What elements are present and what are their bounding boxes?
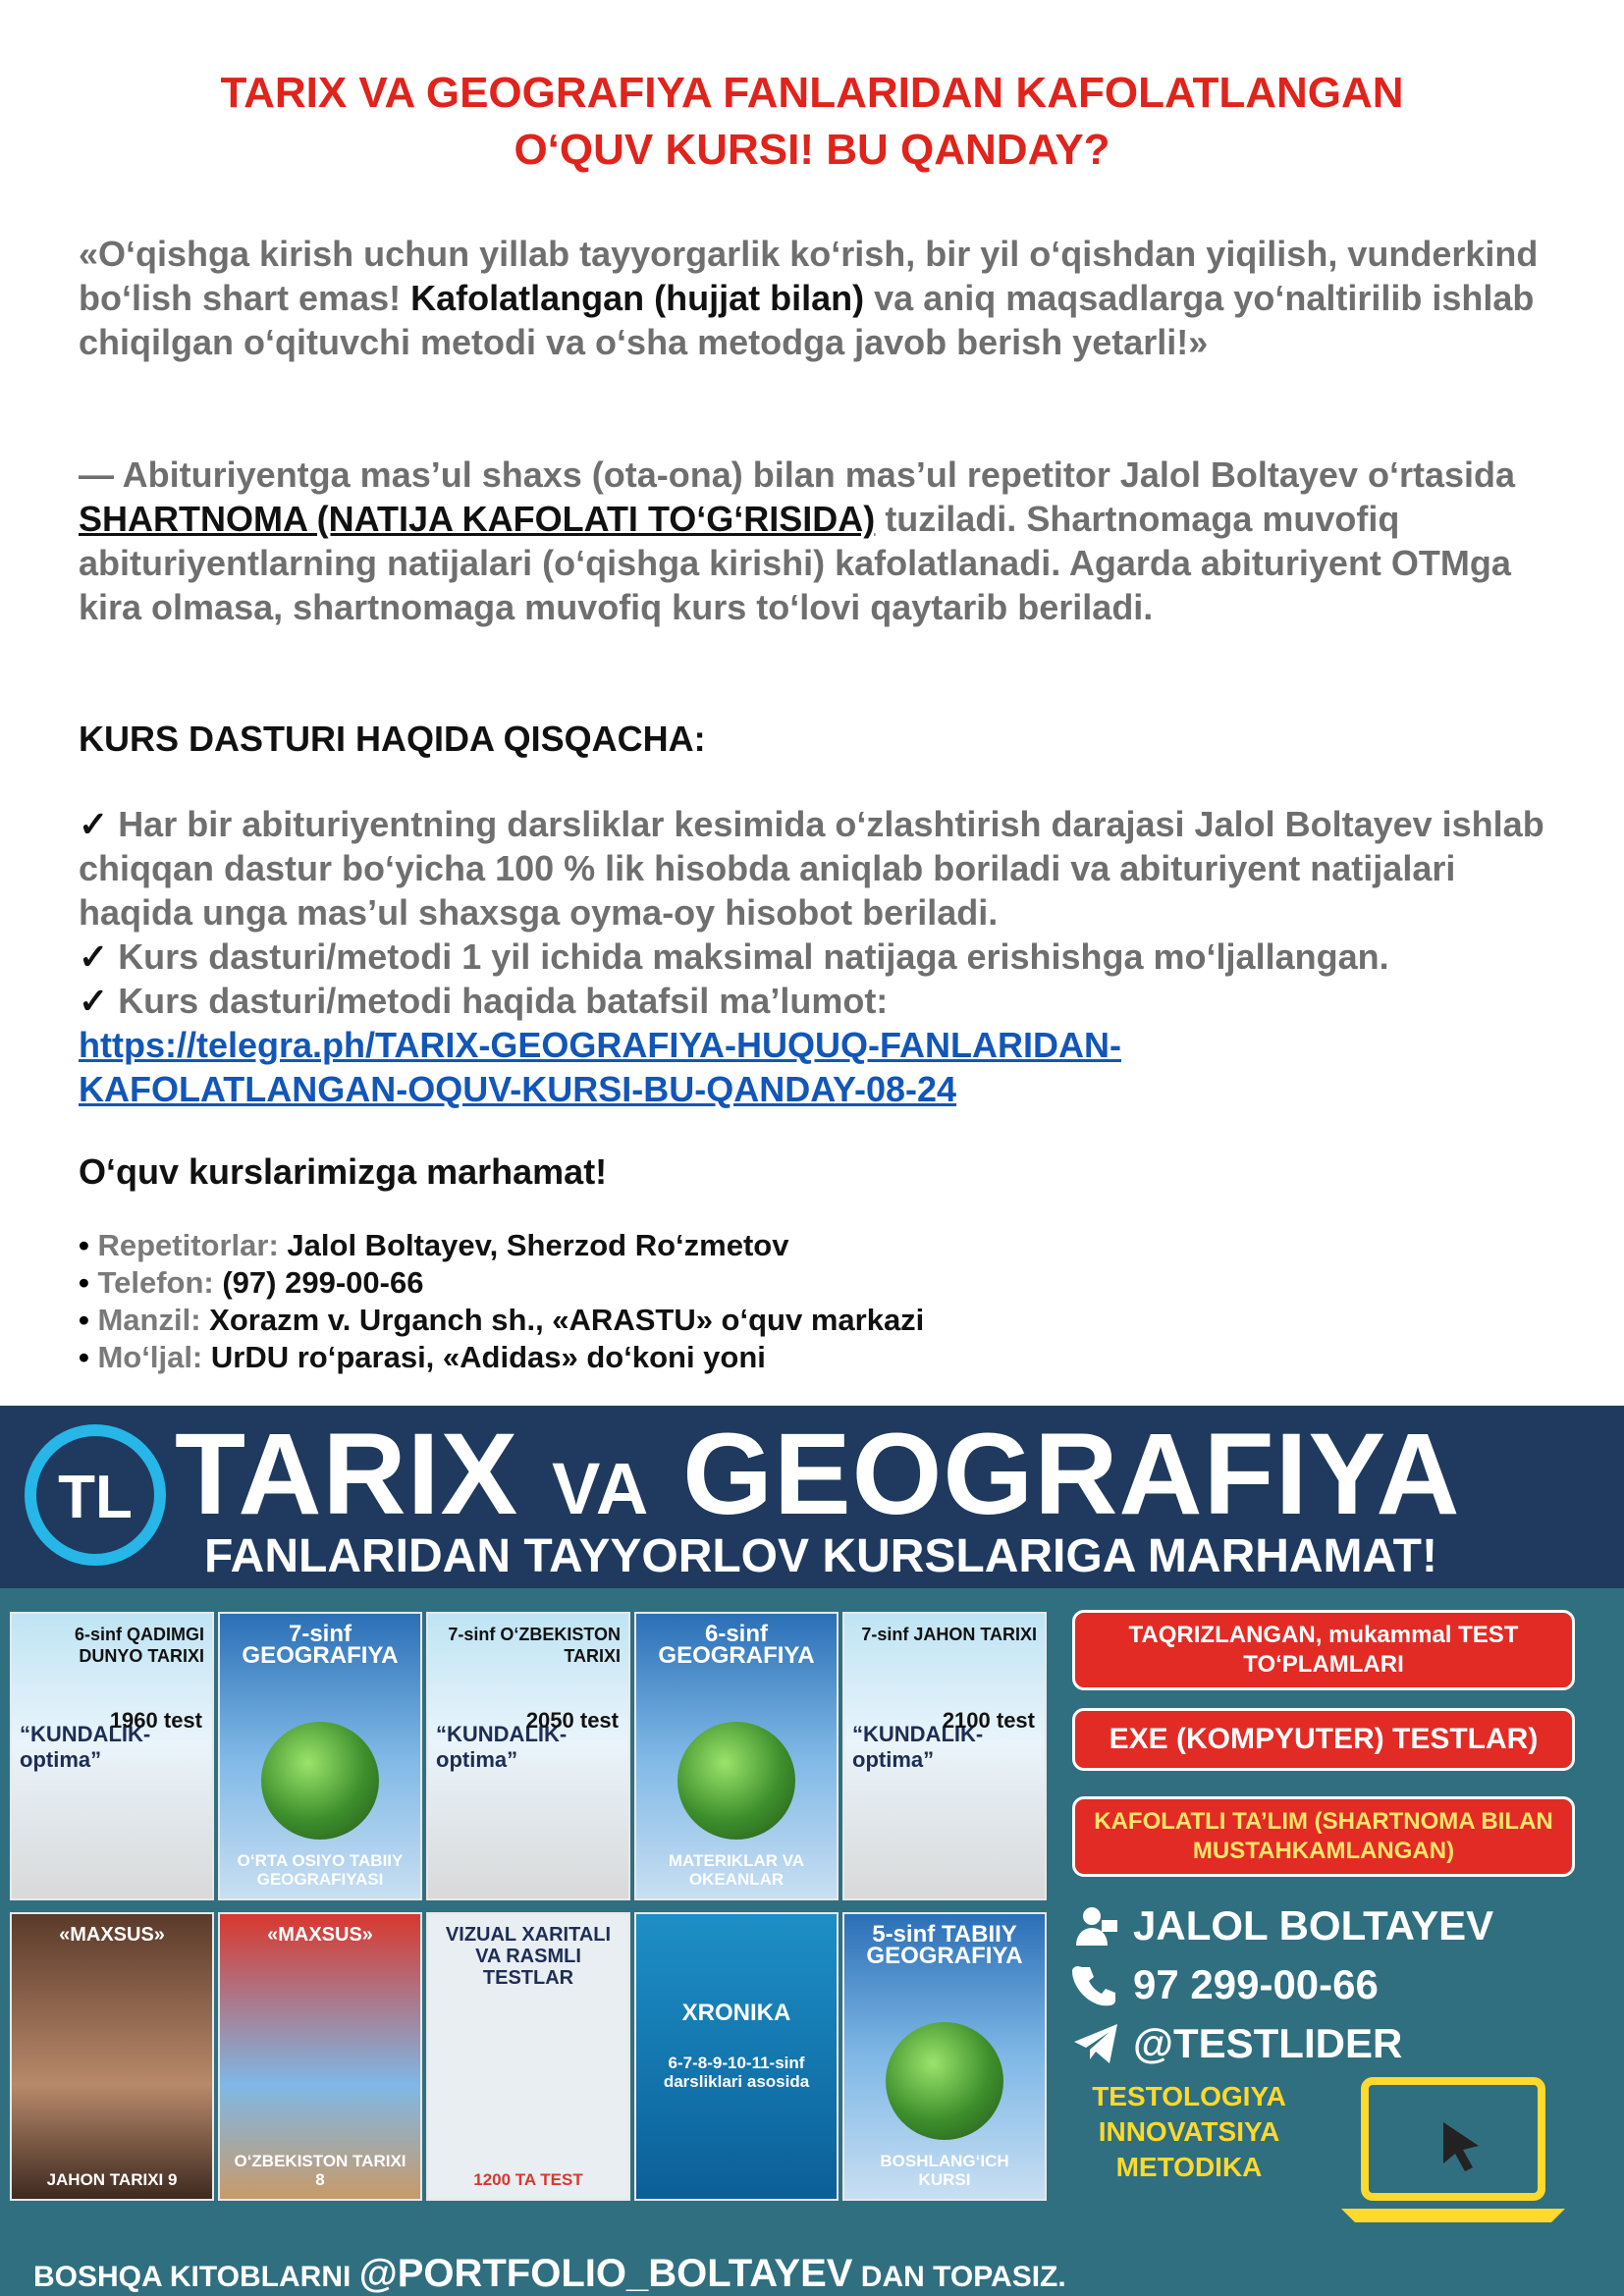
telegram-handle: @TESTLIDER (1133, 2020, 1403, 2066)
feature-pill-tests: TAQRIZLANGAN, mukammal TEST TO‘PLAMLARI (1072, 1610, 1575, 1690)
bullet-dot: • (79, 1340, 89, 1374)
promo-poster (0, 1406, 1624, 2296)
title-line-1: TARIX VA GEOGRAFIYA FANLARIDAN KAFOLATLANGAN (220, 69, 1404, 117)
footer-text (33, 2252, 1066, 2296)
method-text: TESTOLOGIYA INNOVATSIYA METODIKA (1092, 2081, 1286, 2182)
bullet-3-text: Kurs dasturi/metodi haqida batafsil ma’lumot: (118, 981, 889, 1021)
quote-highlight: Kafolatlangan (hujjat bilan) (410, 278, 865, 318)
bullet-1-text: Har bir abituriyentning darsliklar kesimida o‘zlashtirish darajasi Jalol Boltayev ishlab chiqqan dastur bo‘yicha 100 % lik hisobda aniqlab boriladi va abituriyent natijalari haqida unga mas’ul shaxsga oyma-oy hisobot beriladi. (79, 804, 1544, 933)
book-subtitle: O‘ZBEKISTON TARIXI 8 (234, 2152, 406, 2189)
book-cover (426, 1612, 630, 1900)
contact-label: Telefon: (97, 1265, 214, 1300)
program-heading: KURS DASTURI HAQIDA QISQACHA: (79, 719, 706, 759)
contact-value: (97) 299-00-66 (222, 1265, 424, 1300)
book-cover (10, 1912, 214, 2201)
phone-number: 97 299-00-66 (1133, 1961, 1379, 2007)
book-subtitle: 6-7-8-9-10-11-sinf darsliklari asosida (663, 2054, 810, 2091)
welcome-text: O‘quv kurslarimizga marhamat! (79, 1151, 608, 1192)
book-title: 7-sinf GEOGRAFIYA (242, 1621, 399, 1669)
check-icon: ✓ (79, 804, 109, 844)
book-title: 5-sinf TABIIY GEOGRAFIYA (866, 1921, 1023, 1969)
teacher-name: JALOL BOLTAYEV (1133, 1902, 1494, 1949)
poster-banner (0, 1406, 1624, 1588)
contact-value: Xorazm v. Urganch sh., «ARASTU» o‘quv markazi (209, 1303, 925, 1337)
quote-paragraph (79, 232, 1551, 364)
book-grid (10, 1612, 1060, 2236)
book-cover (10, 1612, 214, 1900)
book-series: “KUNDALIK-optima” (436, 1722, 568, 1772)
bullet-dot: • (79, 1303, 89, 1337)
title-line-2: O‘QUV KURSI! BU QANDAY? (514, 126, 1110, 174)
book-title: VIZUAL XARITALI VA RASMLI TESTLAR (445, 1924, 612, 1989)
contact-label: Mo‘ljal: (97, 1340, 203, 1374)
phone-icon (1072, 1961, 1119, 2008)
book-count: 1960 test (109, 1708, 202, 1733)
check-icon: ✓ (79, 936, 109, 977)
bullet-1 (79, 802, 1551, 934)
contact-label: Manzil: (97, 1303, 201, 1337)
page-title (0, 65, 1624, 179)
bullet-3 (79, 979, 1551, 1023)
contact-phone (79, 1264, 924, 1302)
book-series: “KUNDALIK-optima” (852, 1722, 984, 1772)
contact-landmark (79, 1339, 924, 1376)
book-title: 7-sinf JAHON TARIXI (861, 1625, 1037, 1644)
info-telegram (1072, 2020, 1402, 2067)
contact-list (79, 1227, 924, 1376)
contact-label: Repetitorlar: (97, 1228, 279, 1262)
contract-paragraph (79, 453, 1551, 629)
book-cover (842, 1912, 1047, 2201)
feature-pill-guarantee: KAFOLATLI TA’LIM (SHARTNOMA BILAN MUSTAHKAMLANGAN) (1072, 1796, 1575, 1877)
book-cover (218, 1912, 422, 2201)
book-cover (218, 1612, 422, 1900)
contact-tutors (79, 1227, 924, 1264)
footer-part-2: DAN TOPASIZ. (860, 2261, 1066, 2293)
book-title: 6-sinf QADIMGI DUNYO TARIXI (74, 1625, 204, 1666)
contact-address (79, 1302, 924, 1339)
book-title: «MAXSUS» (59, 1924, 165, 1946)
contact-value: Jalol Boltayev, Sherzod Ro‘zmetov (287, 1228, 789, 1262)
tl-logo-icon (22, 1421, 169, 1569)
course-link-line-1[interactable]: https://telegra.ph/TARIX-GEOGRAFIYA-HUQUQ-FANLARIDAN- (79, 1025, 1121, 1065)
quote-part-2: va aniq maqsadlarga yo‘naltirilib ishlab chiqilgan o‘qituvchi metodi va o‘sha metodga javob berish yetarli!» (79, 278, 1535, 362)
book-title: XRONIKA (681, 2000, 791, 2026)
book-cover (634, 1612, 839, 1900)
book-cover (426, 1912, 630, 2201)
footer-part-1: BOSHQA KITOBLARNI (33, 2261, 352, 2293)
check-icon: ✓ (79, 981, 109, 1021)
teacher-icon (1072, 1902, 1119, 1949)
laptop-icon (1335, 2071, 1571, 2228)
footer-handle: @PORTFOLIO_BOLTAYEV (358, 2252, 853, 2295)
poster-footer (0, 2242, 1624, 2296)
book-title: 7-sinf O‘ZBEKISTON TARIXI (448, 1625, 621, 1666)
telegram-icon (1072, 2020, 1119, 2067)
quote-part-1: «O‘qishga kirish uchun yillab tayyorgarlik ko‘rish, bir yil o‘qishdan yiqilish, vunderkind bo‘lish shart emas! (79, 234, 1539, 318)
program-bullets (79, 802, 1551, 1111)
book-cover (634, 1912, 839, 2201)
book-subtitle: BOSHLANG‘ICH KURSI (880, 2152, 1009, 2189)
globe-icon (886, 2022, 1003, 2140)
course-link-line-2[interactable]: KAFOLATLANGAN-OQUV-KURSI-BU-QANDAY-08-24 (79, 1069, 957, 1109)
contract-part-1: — Abituriyentga mas’ul shaxs (ota-ona) bilan mas’ul repetitor Jalol Boltayev o‘rtasida (79, 454, 1516, 495)
headline-tarix: TARIX (175, 1410, 519, 1539)
svg-text:TL: TL (58, 1464, 133, 1531)
headline-va: VA (552, 1448, 650, 1529)
course-link[interactable] (79, 1023, 1551, 1111)
book-count: 2050 test (525, 1708, 619, 1733)
info-name (1072, 1902, 1493, 1949)
book-subtitle: JAHON TARIXI 9 (46, 2170, 178, 2189)
book-title: «MAXSUS» (267, 1924, 373, 1946)
globe-icon (677, 1722, 795, 1840)
contact-value: UrDU ro‘parasi, «Adidas» do‘koni yoni (210, 1340, 766, 1374)
headline-geografiya: GEOGRAFIYA (682, 1410, 1461, 1539)
bullet-dot: • (79, 1228, 89, 1262)
bullet-2-text: Kurs dasturi/metodi 1 yil ichida maksimal natijaga erishishga mo‘ljallangan. (118, 936, 1389, 977)
book-title: 6-sinf GEOGRAFIYA (658, 1621, 815, 1669)
book-subtitle: 1200 TA TEST (473, 2170, 583, 2189)
poster-subline: FANLARIDAN TAYYORLOV KURSLARIGA MARHAMAT! (204, 1530, 1437, 1582)
bullet-dot: • (79, 1265, 89, 1300)
contract-underlined: SHARTNOMA (NATIJA KAFOLATI TO‘G‘RISIDA) (79, 499, 876, 539)
book-cover (842, 1612, 1047, 1900)
book-subtitle: MATERIKLAR VA OKEANLAR (668, 1851, 805, 1889)
book-series: “KUNDALIK-optima” (20, 1722, 151, 1772)
book-subtitle: O‘RTA OSIYO TABIIY GEOGRAFIYASI (237, 1851, 404, 1889)
book-count: 2100 test (942, 1708, 1035, 1733)
poster-info-panel (1072, 1610, 1610, 2238)
info-phone (1072, 1961, 1379, 2008)
bullet-2 (79, 934, 1551, 979)
feature-pill-exe: EXE (KOMPYUTER) TESTLAR) (1072, 1708, 1575, 1771)
contract-part-2: tuziladi. Shartnomaga muvofiq abituriyentlarning natijalari (o‘qishga kirishi) kafolatlanadi. Agarda abituriyent OTMga kira olmasa, shartnomaga muvofiq kurs to‘lovi qaytarib beriladi. (79, 499, 1511, 627)
globe-icon (261, 1722, 379, 1840)
